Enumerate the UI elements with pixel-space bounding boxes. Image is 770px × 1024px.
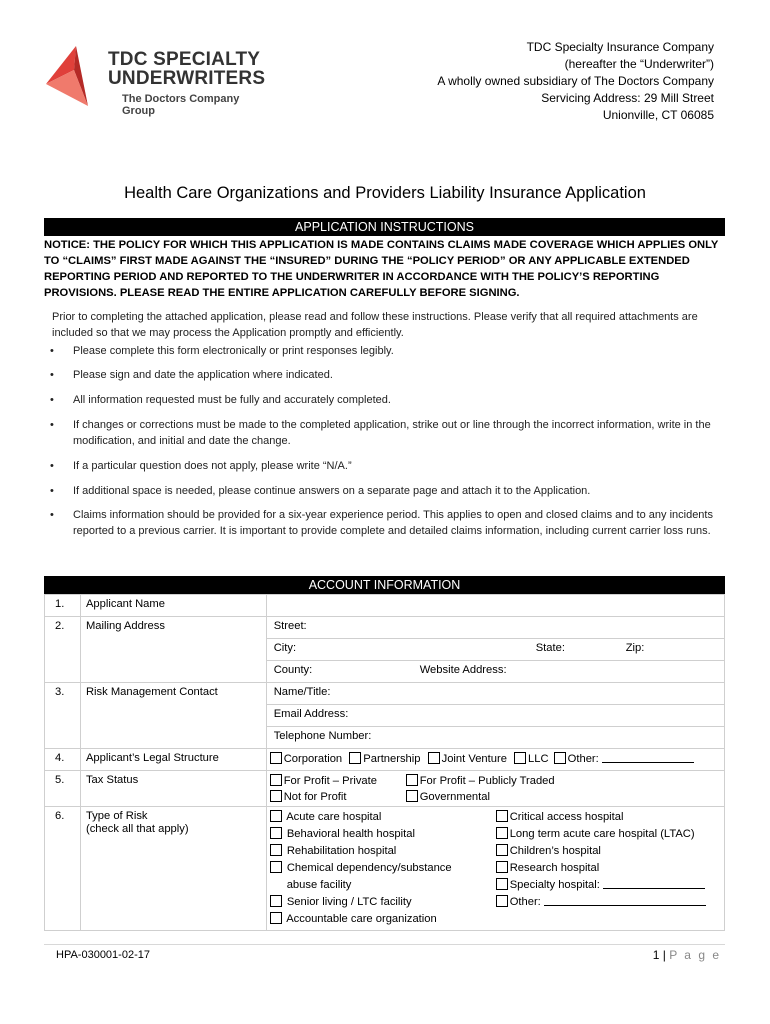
option-label: Partnership (363, 753, 421, 765)
option-partnership[interactable] (349, 752, 420, 765)
option-label: Other: (509, 896, 541, 908)
checkbox-icon[interactable] (496, 844, 508, 856)
telephone-label: Telephone Number: (273, 730, 372, 742)
checkbox-icon[interactable] (270, 810, 282, 822)
option-label: Chemical dependency/substance (286, 862, 452, 874)
option-critical-access[interactable] (496, 809, 706, 826)
page-footer (44, 944, 725, 962)
option-label: For Profit – Private (283, 775, 377, 787)
instructions-header: APPLICATION INSTRUCTIONS (44, 218, 725, 236)
applicant-name-field[interactable] (266, 595, 724, 617)
table-row (45, 595, 725, 617)
bullet-icon: • (50, 485, 54, 497)
page-number (653, 948, 721, 962)
logo-line-3: The Doctors Company Group (122, 93, 240, 117)
option-label: LLC (528, 753, 549, 765)
type-of-risk-options (266, 807, 724, 931)
row-number: 1. (45, 595, 81, 617)
bullet-icon: • (50, 460, 54, 472)
instructions-intro: Prior to completing the attached application, please read and follow these instructions. Please verify that all required attachments are included so that we may process the Application promptly and efficiently. (52, 311, 698, 339)
option-label: Critical access hospital (509, 811, 624, 823)
account-info-header: ACCOUNT INFORMATION (44, 576, 725, 594)
type-of-risk-label (80, 807, 266, 931)
name-title-field[interactable] (266, 683, 724, 705)
list-item-text: If a particular question does not apply, please write “N/A.” (73, 460, 352, 472)
bullet-icon: • (50, 419, 54, 431)
risk-column-right (496, 809, 706, 911)
tax-status-label: Tax Status (80, 771, 266, 807)
option-behavioral-health[interactable] (270, 826, 452, 843)
row-number: 3. (45, 683, 81, 749)
email-label: Email Address: (273, 708, 349, 720)
checkbox-icon[interactable] (428, 752, 440, 764)
city-label: City: (273, 642, 297, 654)
option-senior-living[interactable] (270, 894, 452, 911)
checkbox-icon[interactable] (514, 752, 526, 764)
checkbox-icon[interactable] (270, 844, 282, 856)
option-label: Behavioral health hospital (286, 828, 415, 840)
other-risk-input[interactable] (544, 895, 706, 906)
option-label: Joint Venture (441, 753, 507, 765)
list-item (44, 343, 725, 359)
account-info-table (44, 594, 725, 931)
option-governmental[interactable] (406, 790, 490, 803)
list-item (44, 417, 725, 449)
list-item (44, 483, 725, 499)
mailing-address-label: Mailing Address (80, 617, 266, 683)
checkbox-icon[interactable] (270, 790, 282, 802)
bullet-icon: • (50, 345, 54, 357)
company-city: Unionville, CT 06085 (602, 108, 714, 122)
option-for-profit-public[interactable] (406, 774, 555, 787)
option-for-profit-private[interactable] (270, 774, 377, 787)
option-label: Long term acute care hospital (LTAC) (509, 828, 695, 840)
form-number: HPA-030001-02-17 (56, 949, 150, 961)
checkbox-icon[interactable] (496, 810, 508, 822)
option-llc[interactable] (514, 752, 549, 765)
option-childrens[interactable] (496, 843, 706, 860)
list-item-text: Claims information should be provided for a six-year experience period. This applies to open and closed claims and to any incidents reported to a previous carrier. It is important to provide complete and detailed claims information, including current carrier loss runs. (73, 509, 713, 537)
page-number-value: 1 (652, 948, 660, 962)
option-joint-venture[interactable] (428, 752, 507, 765)
bullet-icon: • (50, 394, 54, 406)
specialty-input[interactable] (603, 878, 705, 889)
name-title-label: Name/Title: (273, 686, 331, 698)
company-address (437, 39, 714, 124)
table-row (45, 683, 725, 705)
table-row (45, 771, 725, 807)
checkbox-icon[interactable] (270, 752, 282, 764)
row-number: 6. (45, 807, 81, 931)
page-word: P a g e (669, 948, 721, 962)
option-acute-care[interactable] (270, 809, 452, 826)
other-structure-input[interactable] (602, 752, 694, 763)
county-label: County: (273, 664, 313, 676)
street-field[interactable] (266, 617, 724, 639)
checkbox-icon[interactable] (270, 912, 282, 924)
option-other[interactable] (554, 752, 694, 765)
table-row (45, 749, 725, 771)
option-label-continued: abuse facility (286, 879, 352, 891)
checkbox-icon[interactable] (496, 895, 508, 907)
list-item (44, 507, 725, 539)
option-other-risk[interactable] (496, 894, 706, 911)
company-street: Servicing Address: 29 Mill Street (541, 91, 714, 105)
state-label: State: (535, 642, 565, 654)
list-item (44, 392, 725, 408)
option-label: Acute care hospital (286, 811, 382, 823)
option-label: Senior living / LTC facility (286, 896, 412, 908)
option-label: Other: (567, 753, 599, 765)
option-chemical-dependency[interactable] (270, 860, 452, 877)
zip-label: Zip: (625, 642, 645, 654)
document-title: Health Care Organizations and Providers Liability Insurance Application (124, 184, 646, 202)
option-label: Accountable care organization (286, 913, 437, 925)
option-label: Rehabilitation hospital (286, 845, 397, 857)
list-item-text: If changes or corrections must be made to the completed application, strike out or line through the incorrect information, write in the modification, and initial and date the change. (73, 419, 711, 447)
tax-status-options (266, 771, 724, 807)
bullet-icon: • (50, 369, 54, 381)
county-website-field[interactable] (266, 661, 724, 683)
checkbox-icon[interactable] (270, 861, 282, 873)
bullet-icon: • (50, 509, 54, 521)
company-alias: (hereafter the “Underwriter”) (564, 57, 714, 71)
legal-structure-options (266, 749, 724, 771)
type-of-risk-title: Type of Risk (85, 810, 148, 822)
table-row (45, 617, 725, 639)
row-number: 5. (45, 771, 81, 807)
logo-line-2: UNDERWRITERS (108, 68, 266, 89)
list-item-text: Please sign and date the application where indicated. (73, 369, 333, 381)
option-corporation[interactable] (270, 752, 342, 765)
checkbox-icon[interactable] (349, 752, 361, 764)
company-logo (42, 44, 266, 117)
option-rehabilitation[interactable] (270, 843, 452, 860)
legal-structure-label: Applicant’s Legal Structure (80, 749, 266, 771)
applicant-name-label: Applicant Name (80, 595, 266, 617)
page-separator: | (662, 948, 666, 962)
option-ltac[interactable] (496, 826, 706, 843)
row-number: 4. (45, 749, 81, 771)
website-label: Website Address: (419, 664, 507, 676)
checkbox-icon[interactable] (406, 790, 418, 802)
logo-mark-icon (42, 44, 106, 108)
risk-column-left (270, 809, 452, 928)
option-research[interactable] (496, 860, 706, 877)
row-number: 2. (45, 617, 81, 683)
company-name: TDC Specialty Insurance Company (526, 40, 714, 54)
option-accountable-care[interactable] (270, 911, 452, 928)
list-item-text: If additional space is needed, please continue answers on a separate page and attach it to the Application. (73, 485, 591, 497)
checkbox-icon[interactable] (270, 827, 282, 839)
city-state-zip-field[interactable] (266, 639, 724, 661)
table-row (45, 807, 725, 931)
type-of-risk-hint: (check all that apply) (85, 823, 189, 835)
option-label: For Profit – Publicly Traded (419, 775, 555, 787)
option-label: Not for Profit (283, 791, 347, 803)
telephone-field[interactable] (266, 727, 724, 749)
list-item-text: Please complete this form electronically or print responses legibly. (73, 345, 394, 357)
option-label: Governmental (419, 791, 490, 803)
option-specialty[interactable] (496, 877, 706, 894)
option-label: Specialty hospital: (509, 879, 600, 891)
checkbox-icon[interactable] (406, 774, 418, 786)
claims-made-notice: NOTICE: THE POLICY FOR WHICH THIS APPLICATION IS MADE CONTAINS CLAIMS MADE COVERAGE WHICH APPLIES ONLY TO “CLAIMS” FIRST MADE AGAINST THE “INSURED” DURING THE “POLICY PERIOD” OR ANY APPLICABLE EXTENDED REPORTING PERIOD AND REPORTED TO THE UNDERWRITER IN ACCORDANCE WITH THE POLICY’S REPORTING PROVISIONS. PLEASE READ THE ENTIRE APPLICATION CAREFULLY BEFORE SIGNING. (44, 239, 719, 299)
list-item-text: All information requested must be fully and accurately completed. (73, 394, 391, 406)
option-label: Children’s hospital (509, 845, 601, 857)
street-label: Street: (273, 620, 307, 632)
option-label: Corporation (283, 753, 343, 765)
logo-line-1: TDC SPECIALTY (108, 49, 261, 70)
checkbox-icon[interactable] (496, 827, 508, 839)
option-label: Research hospital (509, 862, 600, 874)
email-field[interactable] (266, 705, 724, 727)
checkbox-icon[interactable] (270, 895, 282, 907)
list-item (44, 458, 725, 474)
company-subsidiary: A wholly owned subsidiary of The Doctors Company (437, 74, 714, 88)
checkbox-icon[interactable] (554, 752, 566, 764)
checkbox-icon[interactable] (270, 774, 282, 786)
option-not-for-profit[interactable] (270, 790, 347, 803)
risk-contact-label: Risk Management Contact (80, 683, 266, 749)
checkbox-icon[interactable] (496, 861, 508, 873)
checkbox-icon[interactable] (496, 878, 508, 890)
list-item (44, 367, 725, 383)
